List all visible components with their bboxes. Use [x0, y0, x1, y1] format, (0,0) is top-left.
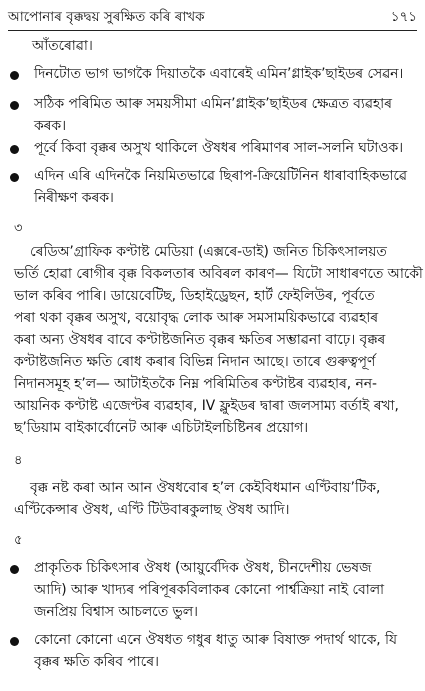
header-title: আপোনাৰ বৃক্কদ্বয় সুৰক্ষিত কৰি ৰাখক — [8, 8, 205, 25]
bullet-icon — [10, 101, 19, 110]
bullet-b1-line2: আদি) আৰু খাদ্যৰ পৰিপূৰকবিলাকৰ কোনো পাৰ্শ্বক্ৰিয়া নাই বোলা — [34, 582, 384, 598]
running-header — [8, 4, 417, 31]
bullet-a2-line2: কৰক। — [34, 118, 67, 134]
bullet-icon — [10, 565, 19, 574]
section3-line-5: কৰা অন্য ঔষধৰ বাবে কণ্টাষ্টজনিত বৃক্কৰ ক্ষতিৰ সম্ভাৱনা বাঢ়ে। বৃক্কৰ — [14, 332, 386, 348]
bullet-b2-line1: কোনো কোনো এনে ঔষধত গধুৰ ধাতু আৰু বিষাক্ত পদাৰ্থ থাকে, যি — [34, 632, 397, 648]
bullet-b1-line3: জনপ্ৰিয় বিশ্বাস আচলতে ভুল। — [34, 604, 198, 620]
bullet-a2-line1: সঠিক পৰিমিত আৰু সময়সীমা এমিন’গ্লাইক’ছাইডৰ ক্ষেত্ৰত ব্যৱহাৰ — [34, 96, 392, 112]
bullet-a4-line2: নিৰীক্ষণ কৰক। — [34, 190, 114, 206]
bullet-b1-line1: প্ৰাকৃতিক চিকিৎসাৰ ঔষধ (আয়ুৰ্বেদিক ঔষধ, চীনদেশীয় ভেষজ — [34, 560, 372, 576]
bullet-a1-line1: দিনটোত ভাগ ভাগকৈ দিয়াতকৈ এবাৰেই এমিন’গ্লাইক’ছাইডৰ সেৱন। — [34, 66, 404, 82]
section3-line-3: ভাল কৰিব পাৰি। ডায়েবেটিছ, ডিহাইড্ৰেছন, হাৰ্ট ফেইলিউৰ, পূৰ্বতে — [14, 288, 375, 304]
section4-line-2: এণ্টিকেন্সাৰ ঔষধ, এণ্টি টিউবাৰকুলাছ ঔষধ আদি। — [14, 502, 290, 518]
section-number-5: ৫ — [14, 533, 23, 548]
section-number-3: ৩ — [14, 221, 23, 236]
bullet-b2-line2: বৃক্কৰ ক্ষতি কৰিব পাৰে। — [34, 654, 159, 670]
bullet-icon — [10, 637, 19, 646]
section-number-4: ৪ — [14, 453, 23, 468]
section3-line-6: কণ্টাষ্টজনিত ক্ষতি ৰোধ কৰাৰ বিভিন্ন নিদান আছে। তাৰে গুৰুত্বপূৰ্ণ — [14, 354, 376, 370]
opening-line: আঁতৰোৱা। — [32, 38, 93, 54]
bullet-a4-line1: এদিন এৰি এদিনকৈ নিয়মিতভাৱে ছিৰাপ-ক্ৰিয়েটিনিন ধাৰাবাহিকভাৱে — [34, 168, 407, 184]
bullet-icon — [10, 145, 19, 154]
section3-line-4: পৰা থকা বৃক্কৰ অসুখ, বয়োবৃদ্ধ লোক আৰু সমসাময়িকভাৱে ব্যৱহাৰ — [14, 310, 379, 326]
section3-line-2: ভৰ্তি হোৱা ৰোগীৰ বৃক্ক বিকলতাৰ অবিৰল কাৰণ— যিটো সাধাৰণতে আকৌ — [14, 266, 423, 282]
page-number: ১৭১ — [390, 8, 417, 25]
section3-line-1: ৰেডিঅ’গ্ৰাফিক কণ্টাষ্ট মেডিয়া (এক্সৰে-ডাই) জনিত চিকিৎসালয়ত — [30, 244, 387, 260]
bullet-a3-line1: পূৰ্বে কিবা বৃক্কৰ অসুখ থাকিলে ঔষধৰ পৰিমাণৰ সাল-সলনি ঘটাওক। — [34, 140, 404, 156]
section3-line-9: ছ’ডিয়াম বাইকাৰ্বোনেট আৰু এচিটাইলচিষ্টিনৰ প্ৰয়োগ। — [14, 420, 309, 436]
bullet-icon — [10, 71, 19, 80]
bullet-icon — [10, 173, 19, 182]
section3-line-7: নিদানসমূহ হ’ল— আটাইতকৈ নিম্ন পৰিমিতিৰ কণ্টাষ্টৰ ব্যৱহাৰ, নন- — [14, 376, 377, 392]
section3-line-8: আয়নিক কণ্টাষ্ট এজেণ্টৰ ব্যৱহাৰ, IV ফ্লুইডৰ দ্বাৰা জলসাম্য বৰ্তাই ৰখা, — [14, 398, 399, 414]
section4-line-1: বৃক্ক নষ্ট কৰা আন আন ঔষধবোৰ হ’ল কেইবিধমান এণ্টিবায়’টিক, — [30, 480, 381, 496]
